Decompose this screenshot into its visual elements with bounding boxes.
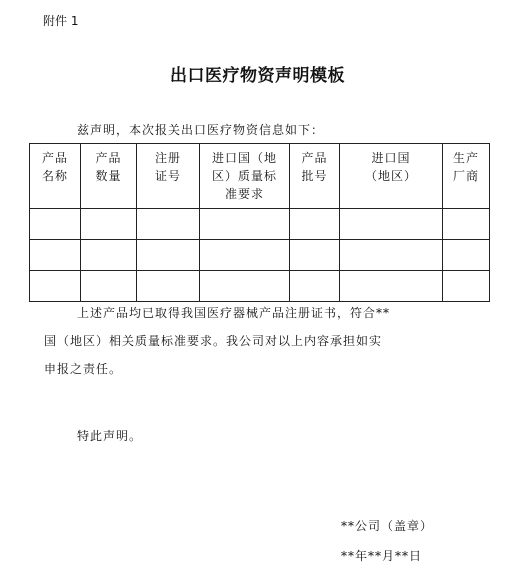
table-cell[interactable]: [30, 209, 81, 240]
closing-text: 特此声明。: [77, 429, 143, 443]
table-cell[interactable]: [200, 240, 290, 271]
header-product-name: 产品 名称: [30, 144, 81, 209]
table-cell[interactable]: [443, 209, 490, 240]
attachment-label: 附件 1: [43, 14, 79, 28]
table-cell[interactable]: [340, 240, 443, 271]
declaration-table: [29, 143, 490, 302]
statement-line-3: 申报之责任。: [44, 362, 123, 376]
table-row: [30, 209, 490, 240]
table-cell[interactable]: [443, 240, 490, 271]
table-cell[interactable]: [200, 271, 290, 302]
table-cell[interactable]: [290, 271, 340, 302]
table-cell[interactable]: [137, 271, 200, 302]
table-cell[interactable]: [340, 271, 443, 302]
table-cell[interactable]: [137, 209, 200, 240]
table-cell[interactable]: [81, 240, 137, 271]
page-title: 出口医疗物资声明模板: [170, 66, 345, 86]
intro-text: 兹声明，本次报关出口医疗物资信息如下：: [77, 123, 325, 137]
table-cell[interactable]: [30, 240, 81, 271]
table-cell[interactable]: [30, 271, 81, 302]
header-product-quantity: 产品 数量: [81, 144, 137, 209]
header-batch-number: 产品 批号: [290, 144, 340, 209]
table-cell[interactable]: [443, 271, 490, 302]
table-cell[interactable]: [137, 240, 200, 271]
table-cell[interactable]: [290, 240, 340, 271]
table-cell[interactable]: [81, 271, 137, 302]
statement-line-1: 上述产品均已取得我国医疗器械产品注册证书，符合**: [77, 306, 391, 320]
header-quality-standard: 进口国（地 区）质量标 准要求: [200, 144, 290, 209]
company-seal-line: **公司（盖章）: [341, 519, 434, 533]
table-cell[interactable]: [290, 209, 340, 240]
header-manufacturer: 生产 厂商: [443, 144, 490, 209]
table-cell[interactable]: [81, 209, 137, 240]
header-import-country: 进口国 （地区）: [340, 144, 443, 209]
header-registration-number: 注册 证号: [137, 144, 200, 209]
table-cell[interactable]: [340, 209, 443, 240]
table-header-row: [30, 144, 490, 209]
table-cell[interactable]: [200, 209, 290, 240]
statement-line-2: 国（地区）相关质量标准要求。我公司对以上内容承担如实: [44, 334, 383, 348]
table-row: [30, 271, 490, 302]
date-line: **年**月**日: [341, 549, 423, 563]
table-row: [30, 240, 490, 271]
